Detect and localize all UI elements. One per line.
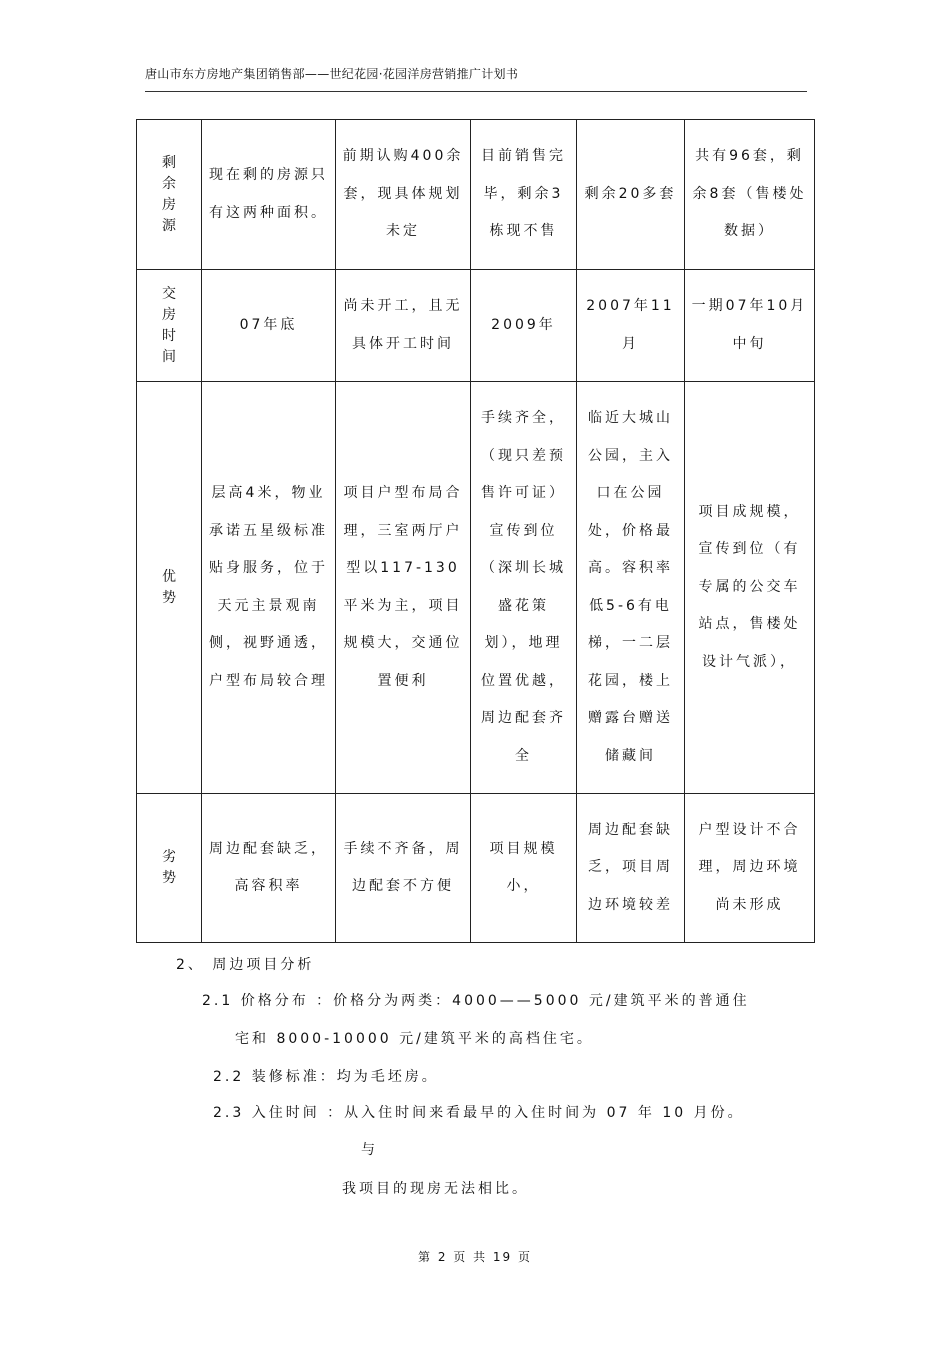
- table-cell: 手续齐全，（现只差预售许可证）宣传到位（深圳长城盛花策划），地理位置优越，周边配套齐全: [471, 382, 577, 794]
- table-cell: 周边配套缺乏，项目周边环境较差: [577, 794, 685, 943]
- table-cell: 项目成规模，宣传到位（有专属的公交车站点，售楼处设计气派），: [685, 382, 815, 794]
- row-label: 优势: [137, 382, 202, 794]
- row-label: 劣势: [137, 794, 202, 943]
- table-cell: 共有96套，剩余8套（售楼处数据）: [685, 120, 815, 270]
- move-in-time-line2: 与: [361, 1142, 378, 1158]
- row-label: 交房时间: [137, 270, 202, 382]
- table-cell: 前期认购400余套，现具体规划未定: [336, 120, 471, 270]
- price-distribution-line1: 2.1 价格分布 ：价格分为两类：4000——5000 元/建筑平米的普通住: [202, 993, 750, 1009]
- table-row: [137, 794, 815, 943]
- section-heading: 2、 周边项目分析: [176, 957, 315, 973]
- table-cell: 现在剩的房源只有这两种面积。: [202, 120, 336, 270]
- table-cell: 周边配套缺乏，高容积率: [202, 794, 336, 943]
- table-cell: 尚未开工，且无具体开工时间: [336, 270, 471, 382]
- header-divider: [145, 91, 807, 92]
- table-cell: 目前销售完毕，剩余3栋现不售: [471, 120, 577, 270]
- table-cell: 层高4米，物业承诺五星级标准贴身服务，位于天元主景观南侧，视野通透，户型布局较合理: [202, 382, 336, 794]
- page-footer: 第 2 页 共 19 页: [418, 1250, 532, 1264]
- table-row: [137, 120, 815, 270]
- move-in-time-line3: 我项目的现房无法相比。: [342, 1181, 529, 1197]
- table-cell: 项目规模小，: [471, 794, 577, 943]
- move-in-time-line1: 2.3 入住时间 ：从入住时间来看最早的入住时间为 07 年 10 月份。: [213, 1105, 745, 1121]
- table-cell: 剩余20多套: [577, 120, 685, 270]
- table-cell: 户型设计不合理，周边环境尚未形成: [685, 794, 815, 943]
- price-distribution-line2: 宅和 8000-10000 元/建筑平米的高档住宅。: [235, 1031, 594, 1047]
- row-label: 剩余房源: [137, 120, 202, 270]
- comparison-table: [136, 119, 815, 943]
- table-cell: 07年底: [202, 270, 336, 382]
- table-cell: 临近大城山公园，主入口在公园处，价格最高。容积率低5-6有电梯，一二层花园，楼上赠露台赠送储藏间: [577, 382, 685, 794]
- table-row: [137, 270, 815, 382]
- table-cell: 一期07年10月中旬: [685, 270, 815, 382]
- table-cell: 2009年: [471, 270, 577, 382]
- table-cell: 项目户型布局合理，三室两厅户型以117-130平米为主，项目规模大，交通位置便利: [336, 382, 471, 794]
- table-cell: 手续不齐备，周边配套不方便: [336, 794, 471, 943]
- document-header: 唐山市东方房地产集团销售部——世纪花园·花园洋房营销推广计划书: [145, 67, 519, 81]
- table-cell: 2007年11月: [577, 270, 685, 382]
- table-row: [137, 382, 815, 794]
- decoration-standard: 2.2 装修标准：均为毛坯房。: [213, 1069, 439, 1085]
